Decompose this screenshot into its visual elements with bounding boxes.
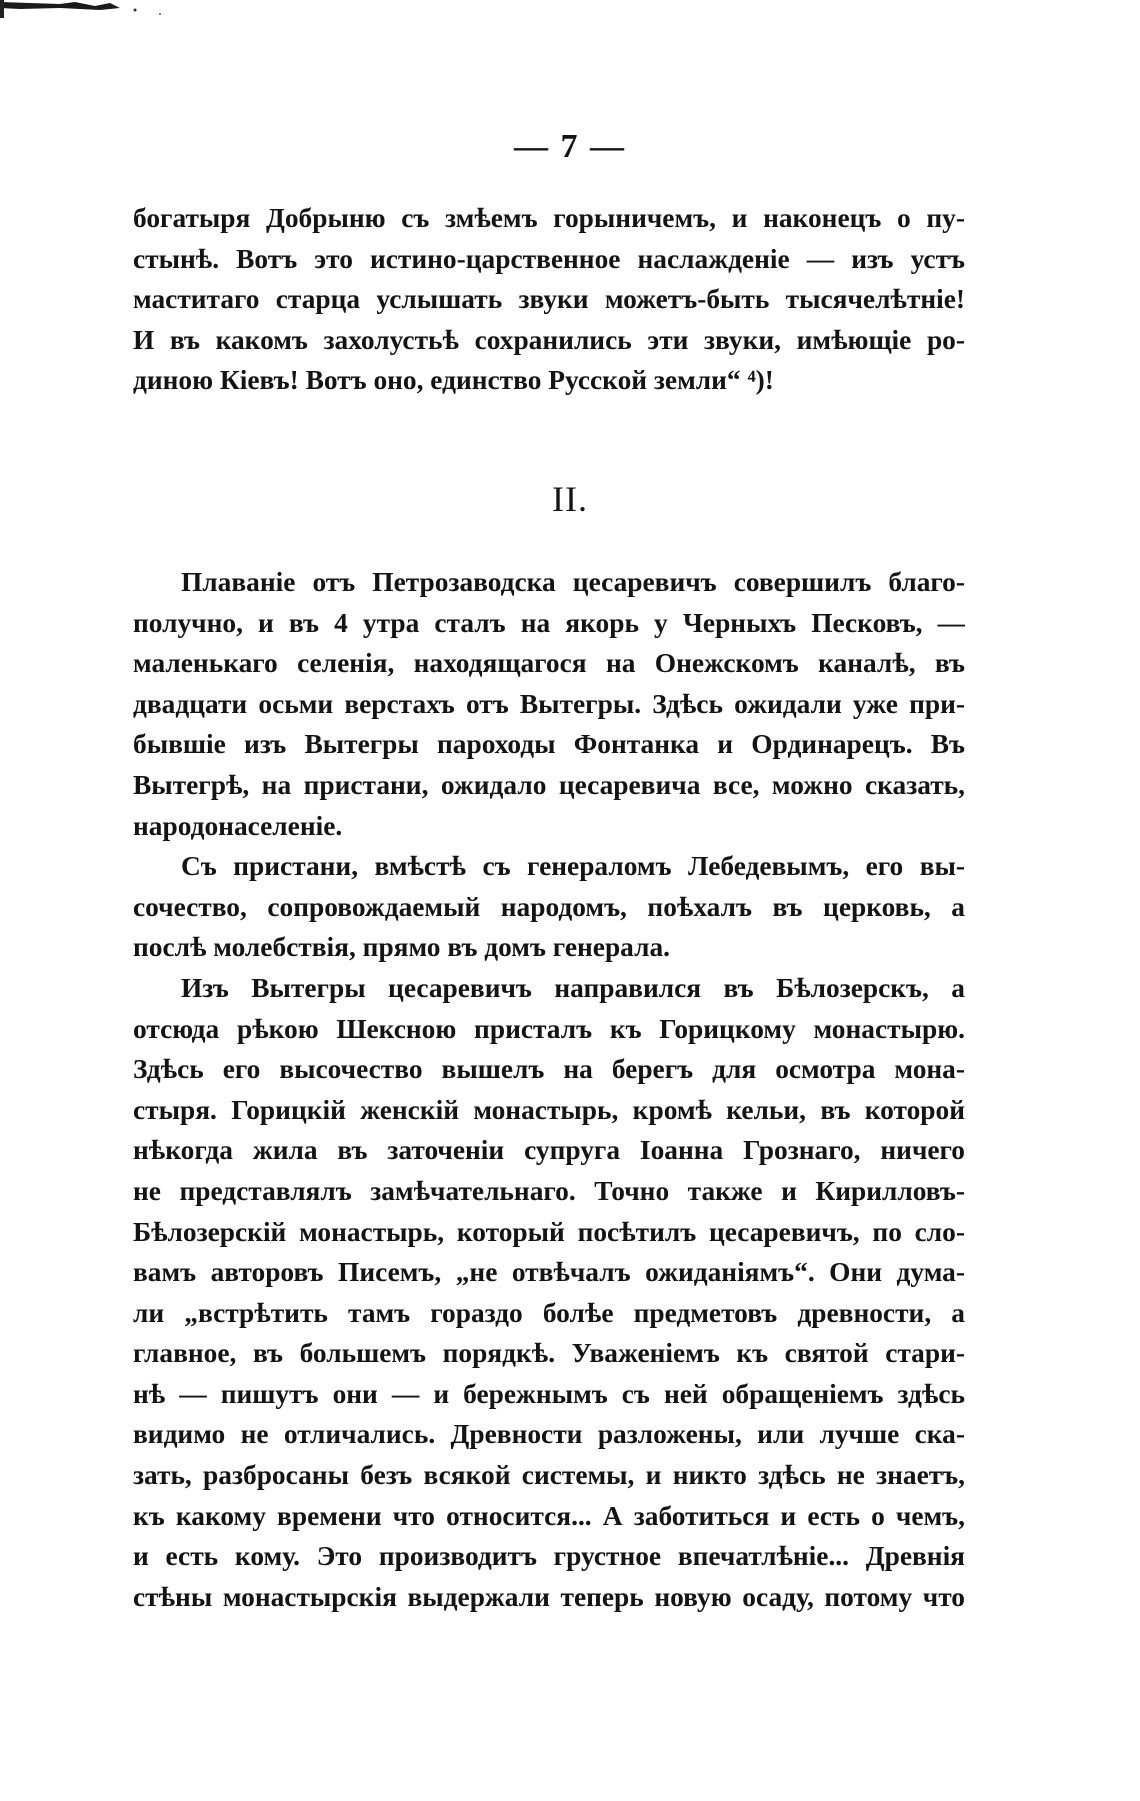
text-line: богатыря Добрыню съ змѣемъ горыничемъ, и наконецъ о пу- <box>133 203 965 233</box>
text-line: двадцати осьми верстахъ отъ Вытегры. Здѣсь ожидали уже при- <box>133 688 965 719</box>
text-line: стыря. Горицкій женскій монастырь, кромѣ кельи, въ которой <box>133 1094 965 1125</box>
text-line: сочество, сопровождаемый народомъ, поѣхалъ въ церковь, а <box>133 891 965 922</box>
section-body <box>133 562 965 1617</box>
section-heading: II. <box>552 479 588 519</box>
paragraph <box>133 562 965 846</box>
text-line: вамъ авторовъ Писемъ, „не отвѣчалъ ожиданіямъ“. Они дума- <box>133 1257 965 1288</box>
text-line: Бѣлозерскій монастырь, который посѣтилъ цесаревичъ, по сло- <box>133 1216 965 1247</box>
text-line: Изъ Вытегры цесаревичъ направился въ Бѣлозерскъ, а <box>181 972 965 1003</box>
text-line: Плаваніе отъ Петрозаводска цесаревичъ совершилъ благо- <box>181 567 965 597</box>
text-line: нѣ — пишутъ они — и бережнымъ съ ней обращеніемъ здѣсь <box>133 1378 965 1409</box>
text-line: стѣны монастырскія выдержали теперь новую осаду, потому что <box>133 1581 965 1612</box>
text-line: народонаселеніе. <box>133 810 343 841</box>
text-line: маленькаго селенія, находящагося на Онежскомъ каналѣ, въ <box>133 648 965 679</box>
text-line: бывшіе изъ Вытегры пароходы Фонтанка и Ординарецъ. Въ <box>133 729 965 760</box>
text-line: зать, разбросаны безъ всякой системы, и никто здѣсь не знаетъ, <box>133 1460 965 1491</box>
text-line: и есть кому. Это производитъ грустное впечатлѣніе... Древнія <box>133 1541 965 1572</box>
paragraph <box>133 968 965 1618</box>
text-line: получно, и въ 4 утра сталъ на якорь у Черныхъ Песковъ, — <box>133 607 965 638</box>
text-line: къ какому времени что относится... А заботиться и есть о чемъ, <box>133 1500 965 1531</box>
text-line: главное, въ большемъ порядкѣ. Уваженіемъ къ святой стари- <box>133 1338 965 1369</box>
text-line: Съ пристани, вмѣстѣ съ генераломъ Лебедевымъ, его вы- <box>181 851 965 882</box>
text-line: послѣ молебствія, прямо въ домъ генерала. <box>133 932 671 963</box>
paragraph <box>133 846 965 968</box>
text-line: видимо не отличались. Древности разложены, или лучше ска- <box>133 1419 965 1450</box>
text-line: И въ какомъ захолустьѣ сохранились эти звуки, имѣющіе ро- <box>133 324 965 355</box>
text-line: нѣкогда жила въ заточеніи супруга Іоанна Грознаго, ничего <box>133 1135 965 1166</box>
text-line: диною Кіевъ! Вотъ оно, единство Русской земли“ ⁴)! <box>133 365 774 396</box>
text-line: стынѣ. Вотъ это истино-царственное наслажденіе — изъ устъ <box>133 243 965 274</box>
scan-edge-mark <box>0 0 170 18</box>
text-line: ли „встрѣтить тамъ гораздо болѣе предметовъ древности, а <box>133 1297 965 1328</box>
text-line: отсюда рѣкою Шексною присталъ къ Горицкому монастырю. <box>133 1013 965 1044</box>
text-line: маститаго старца услышать звуки можетъ-быть тысячелѣтніе! <box>133 284 965 315</box>
text-line: Здѣсь его высочество вышелъ на берегъ для осмотра мона- <box>133 1054 965 1085</box>
page-number: — 7 — <box>514 128 626 165</box>
text-line: не представлялъ замѣчательнаго. Точно также и Кирилловъ- <box>133 1175 965 1206</box>
text-line: Вытегрѣ, на пристани, ожидало цесаревича все, можно сказать, <box>133 769 965 800</box>
continuation-paragraph <box>133 198 965 401</box>
